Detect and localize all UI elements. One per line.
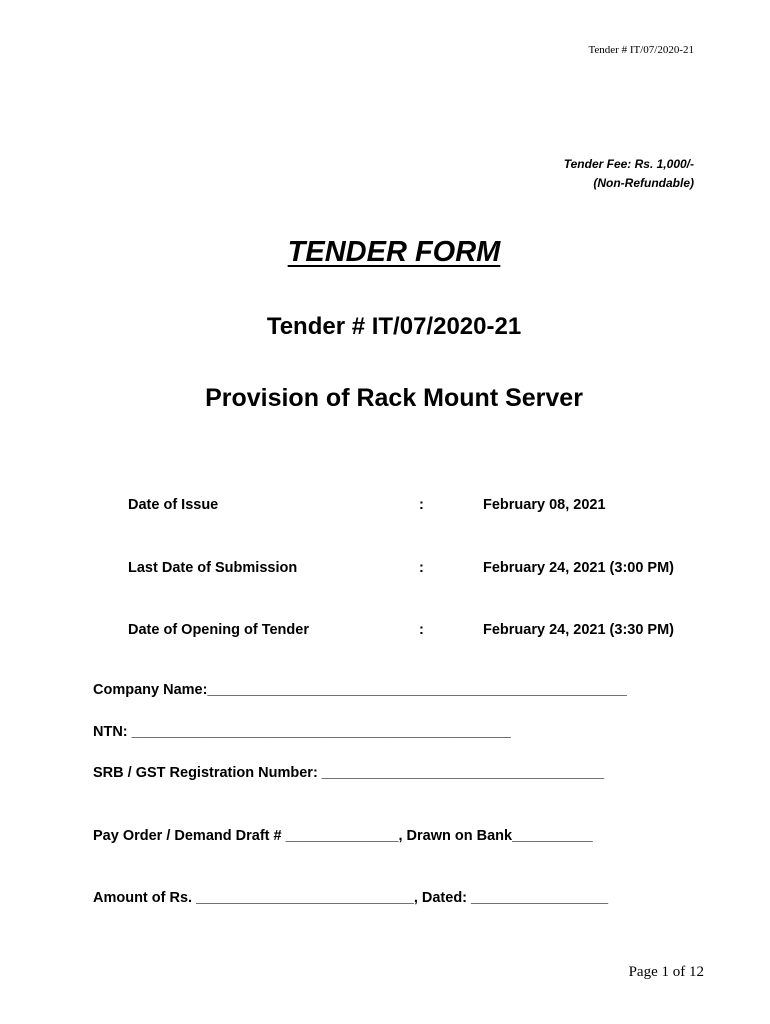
amount-field: Amount of Rs. ___________________________, Dated: _________________ (93, 890, 609, 906)
srb-gst-field: SRB / GST Registration Number: ___________________________________ (93, 765, 605, 781)
date-of-issue-row (0, 497, 770, 517)
page-number: Page 1 of 12 (628, 964, 704, 980)
tender-fee-block (564, 155, 694, 193)
date-separator: : (419, 622, 424, 638)
company-name-field: Company Name:____________________________________________________ (93, 682, 627, 698)
date-value: February 08, 2021 (483, 497, 606, 513)
date-value: February 24, 2021 (3:30 PM) (483, 622, 675, 638)
date-separator: : (419, 560, 424, 576)
date-value: February 24, 2021 (3:00 PM) (483, 560, 675, 576)
opening-date-row (0, 622, 770, 642)
date-label: Date of Issue (128, 497, 219, 513)
header-reference: Tender # IT/07/2020-21 (588, 44, 694, 56)
ntn-field: NTN: _______________________________________________ (93, 724, 511, 740)
tender-subject: Provision of Rack Mount Server (205, 384, 583, 412)
tender-number: Tender # IT/07/2020-21 (266, 313, 522, 340)
form-title: TENDER FORM (287, 236, 501, 268)
tender-fee-note: (Non-Refundable) (593, 176, 694, 190)
submission-date-row (0, 560, 770, 580)
pay-order-field: Pay Order / Demand Draft # ______________, Drawn on Bank__________ (93, 828, 593, 844)
date-label: Date of Opening of Tender (128, 622, 309, 638)
date-label: Last Date of Submission (128, 560, 298, 576)
tender-fee-amount: Tender Fee: Rs. 1,000/- (563, 157, 694, 171)
date-separator: : (419, 497, 424, 513)
